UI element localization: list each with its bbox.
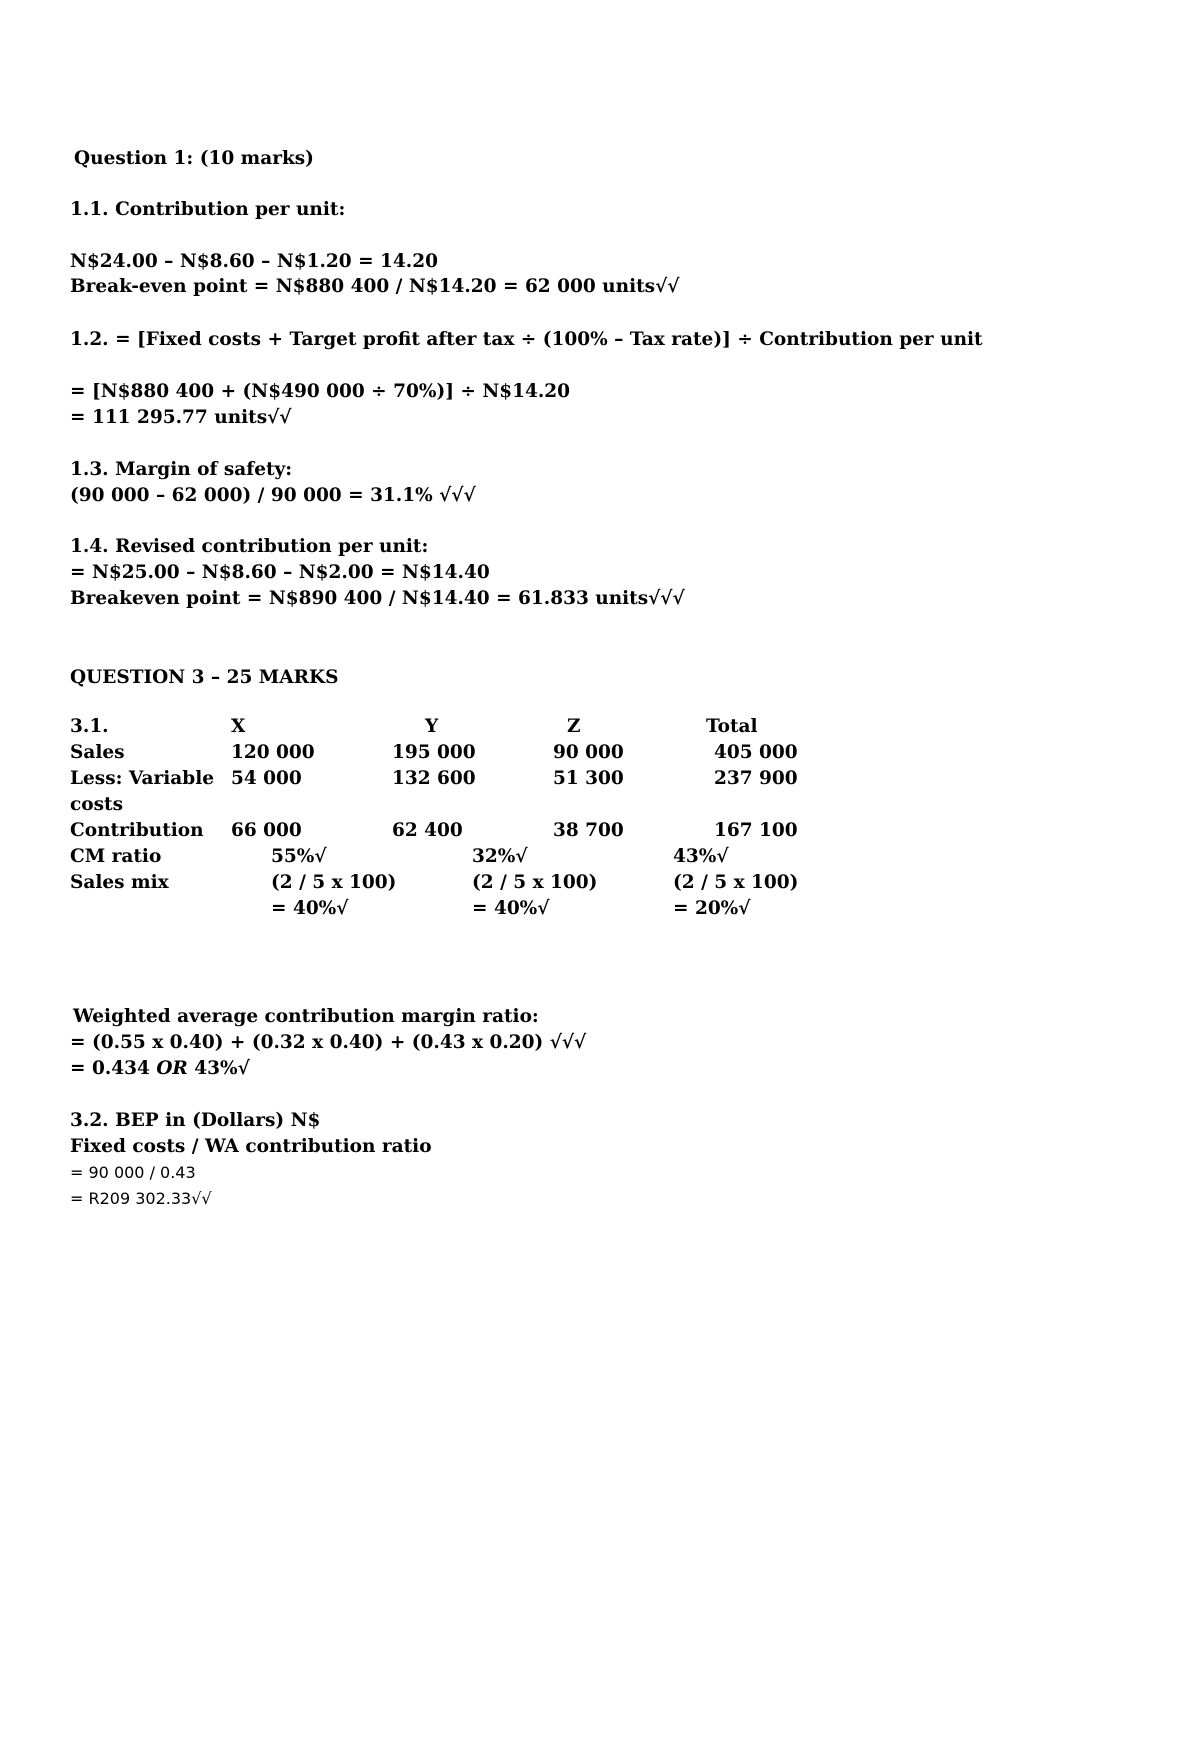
q1-2-formula: 1.2. = [Fixed costs + Target profit after tax ÷ (100% – Tax rate)] ÷ Contribution per unit xyxy=(70,329,983,350)
q3-2-calc: = 90 000 / 0.43 xyxy=(70,1163,196,1182)
table-cell: 195 000 xyxy=(392,742,476,763)
col-header-y: Y xyxy=(425,716,439,737)
table-cell: 132 600 xyxy=(392,768,476,789)
row-label-cm-ratio: CM ratio xyxy=(70,846,162,867)
row-label-variable-costs-cont: costs xyxy=(70,794,123,815)
q1-3-title: 1.3. Margin of safety: xyxy=(70,459,293,480)
wacm-result-or: OR xyxy=(156,1058,188,1079)
table-cell: = 40%√ xyxy=(271,898,349,919)
row-label-sales: Sales xyxy=(70,742,125,763)
table-cell: 43%√ xyxy=(673,846,729,867)
table-cell: 55%√ xyxy=(271,846,327,867)
table-cell: 405 000 xyxy=(714,742,798,763)
table-cell: 54 000 xyxy=(231,768,302,789)
col-header-x: X xyxy=(231,716,246,737)
q3-heading: QUESTION 3 – 25 MARKS xyxy=(70,667,339,688)
q1-1-calc: N$24.00 – N$8.60 – N$1.20 = 14.20 xyxy=(70,251,438,272)
table-cell: = 20%√ xyxy=(673,898,751,919)
table-cell: 38 700 xyxy=(553,820,624,841)
table-cell: (2 / 5 x 100) xyxy=(673,872,799,893)
wacm-calc: = (0.55 x 0.40) + (0.32 x 0.40) + (0.43 x 0.20) √√√ xyxy=(70,1032,587,1053)
table-cell: 237 900 xyxy=(714,768,798,789)
table-cell: (2 / 5 x 100) xyxy=(472,872,598,893)
table-cell: = 40%√ xyxy=(472,898,550,919)
table-cell: 120 000 xyxy=(231,742,315,763)
wacm-result xyxy=(70,1056,250,1082)
table-cell: 51 300 xyxy=(553,768,624,789)
table-cell: 167 100 xyxy=(714,820,798,841)
table-corner: 3.1. xyxy=(70,716,109,737)
q3-2-title: 3.2. BEP in (Dollars) N$ xyxy=(70,1110,321,1131)
table-cell: 66 000 xyxy=(231,820,302,841)
row-label-variable-costs: Less: Variable xyxy=(70,768,215,789)
table-cell: 90 000 xyxy=(553,742,624,763)
row-label-contribution: Contribution xyxy=(70,820,204,841)
table-cell: (2 / 5 x 100) xyxy=(271,872,397,893)
q1-4-title: 1.4. Revised contribution per unit: xyxy=(70,536,429,557)
q1-2-result: = 111 295.77 units√√ xyxy=(70,407,292,428)
q1-3-calc: (90 000 – 62 000) / 90 000 = 31.1% √√√ xyxy=(70,485,476,506)
q1-2-calc: = [N$880 400 + (N$490 000 ÷ 70%)] ÷ N$14.20 xyxy=(70,381,571,402)
col-header-z: Z xyxy=(567,716,581,737)
wacm-title: Weighted average contribution margin ratio: xyxy=(73,1006,539,1027)
col-header-total: Total xyxy=(706,716,758,737)
row-label-sales-mix: Sales mix xyxy=(70,872,169,893)
q1-4-calc: = N$25.00 – N$8.60 – N$2.00 = N$14.40 xyxy=(70,562,490,583)
table-cell: 32%√ xyxy=(472,846,528,867)
q1-4-bep: Breakeven point = N$890 400 / N$14.40 = 61.833 units√√√ xyxy=(70,588,685,609)
wacm-result-value: = 0.434 xyxy=(70,1058,157,1079)
q1-1-title: 1.1. Contribution per unit: xyxy=(70,199,346,220)
q3-2-result: = R209 302.33√√ xyxy=(70,1189,212,1208)
q3-2-formula: Fixed costs / WA contribution ratio xyxy=(70,1136,432,1157)
wacm-result-percent: 43%√ xyxy=(187,1058,250,1079)
q1-heading: Question 1: (10 marks) xyxy=(74,148,314,169)
q1-1-bep: Break-even point = N$880 400 / N$14.20 = 62 000 units√√ xyxy=(70,276,680,297)
table-cell: 62 400 xyxy=(392,820,463,841)
